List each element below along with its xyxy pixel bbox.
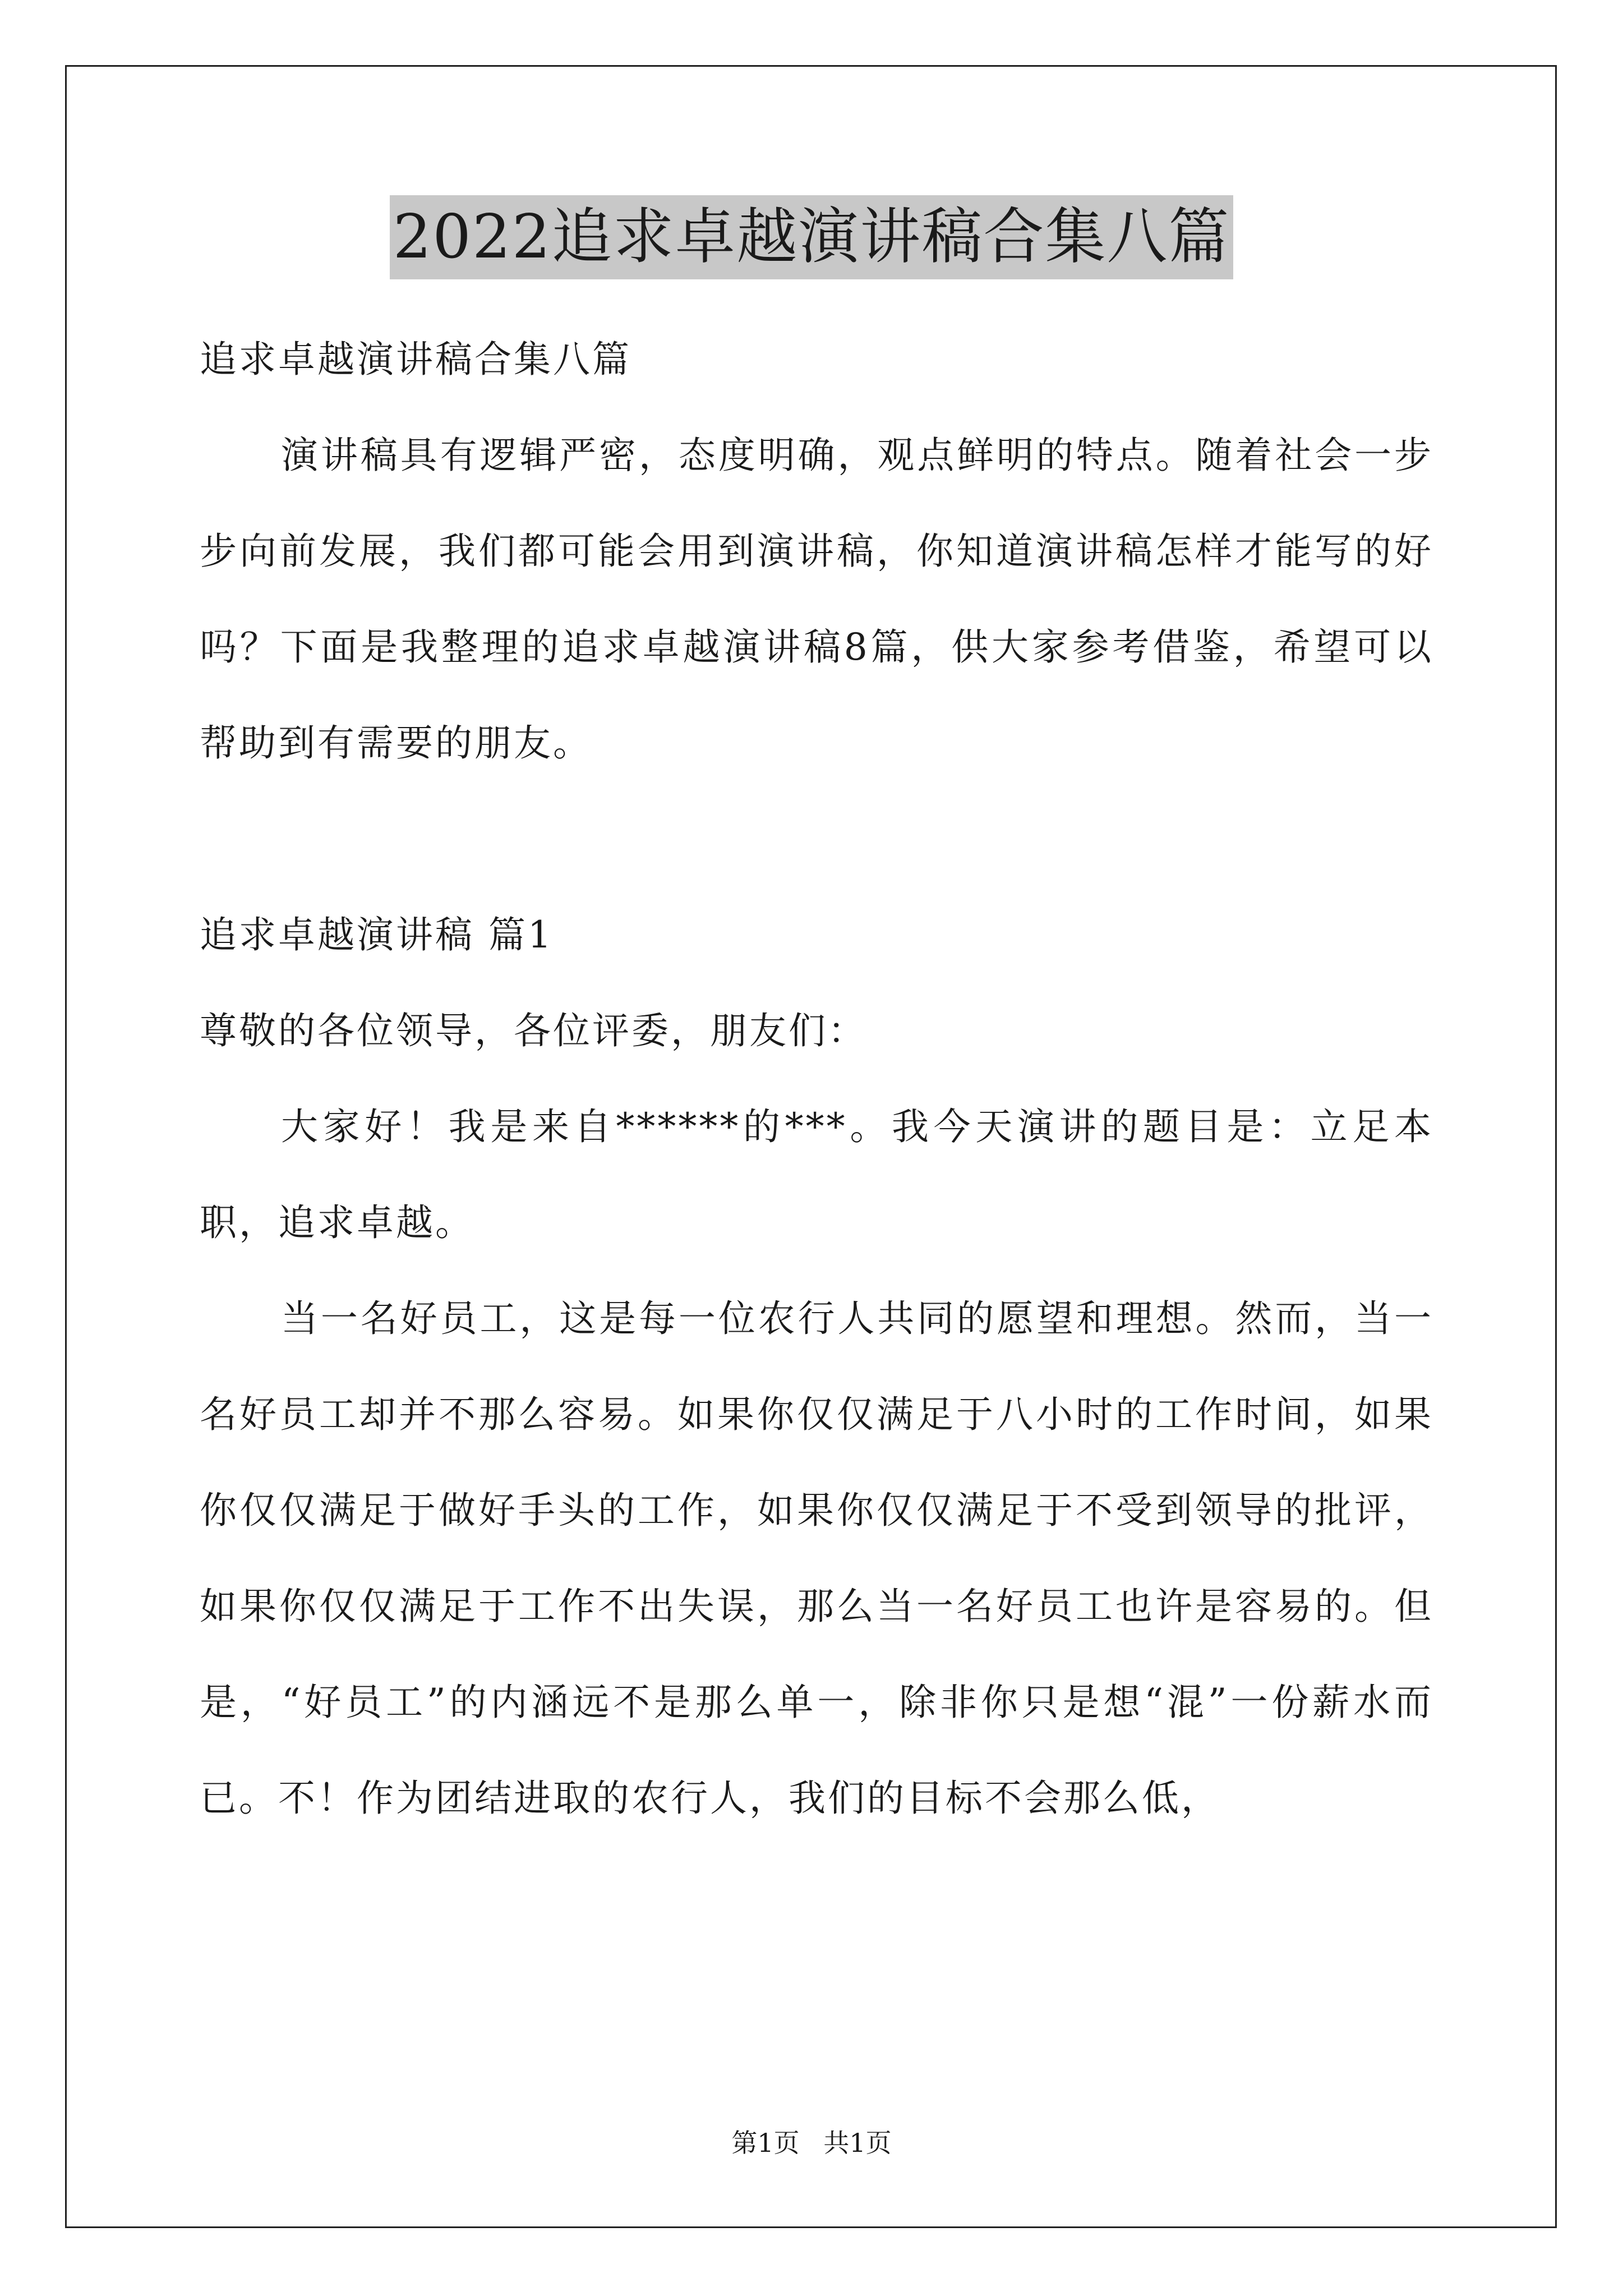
body-paragraph: 当一名好员工，这是每一位农行人共同的愿望和理想。然而，当一名好员工却并不那么容易。如果你仅仅满足于八小时的工作时间，如果你仅仅满足于做好手头的工作，如果你仅仅满足于不受到领导的批评，如果你仅仅满足于工作不出失误，那么当一名好员工也许是容易的。但是，“好员工”的内涵远不是那么单一，除非你只是想“混”一份薪水而已。不！作为团结进取的农行人，我们的目标不会那么低，: [200, 1297, 1433, 1820]
page-number-total: 共1页: [823, 2128, 892, 2158]
salutation: 尊敬的各位领导，各位评委，朋友们：: [200, 1009, 867, 1052]
document-subtitle: 追求卓越演讲稿合集八篇: [200, 338, 631, 381]
title-wrap: [0, 195, 1623, 279]
body-paragraph: 大家好！我是来自******的***。我今天演讲的题目是：立足本职，追求卓越。: [200, 1105, 1433, 1244]
page-footer: [0, 2126, 1623, 2160]
intro-paragraph: 演讲稿具有逻辑严密，态度明确，观点鲜明的特点。随着社会一步步向前发展，我们都可能会用到演讲稿，你知道演讲稿怎样才能写的好吗？下面是我整理的追求卓越演讲稿8篇，供大家参考借鉴，希望可以帮助到有需要的朋友。: [200, 434, 1433, 765]
section-heading: 追求卓越演讲稿 篇1: [200, 913, 554, 956]
page-number-current: 第1页: [731, 2128, 800, 2158]
document-body: [200, 311, 1433, 1846]
document-title: 2022追求卓越演讲稿合集八篇: [390, 195, 1234, 279]
